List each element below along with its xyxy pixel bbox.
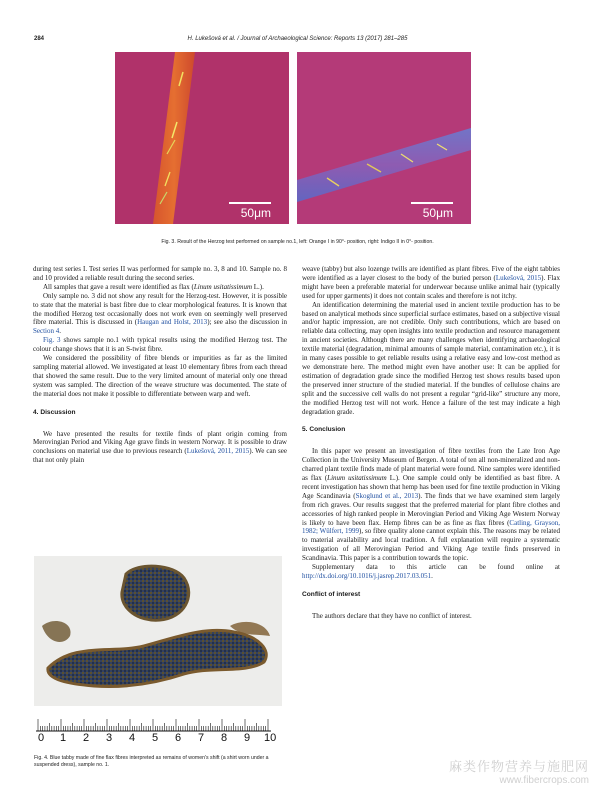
- scale-bar: [229, 202, 271, 204]
- section-heading: 4. Discussion: [33, 408, 76, 416]
- paragraph: Fig. 3 shows sample no.1 with typical results using the modified Herzog test. The colour change shows that it is an S-twist fibre.: [33, 336, 287, 354]
- section-link[interactable]: Section 4: [33, 327, 60, 336]
- paragraph: weave (tabby) but also lozenge twills are identified as plant fibres. Five of the eight tabbies were identified as a layer closest to the body of the buried person (Lukešová, 2015). Flax might have been a preferable material for underwear because unlike animal hair (typically used for upper garments) it does not contain scales and therefore is not itchy.: [302, 265, 560, 300]
- paragraph: We considered the possibility of fibre blends or impurities as far as the limited sampling material allowed. We investigated at least 10 elementary fibres from each thread that showed the same result. Due to the very limited amount of material only one thread system was sampled. The direction of the weave structure was documented. The state of the material does not make it possible to differentiate between warp and weft.: [33, 354, 287, 398]
- ruler: [36, 716, 276, 732]
- ruler-number: 2: [83, 732, 90, 744]
- citation-link[interactable]: Haugan and Holst, 2013: [137, 318, 208, 327]
- micrograph-right: [297, 52, 471, 224]
- watermark-text: 麻类作物营养与施肥网: [448, 759, 589, 774]
- doi-link[interactable]: http://dx.doi.org/10.1016/j.jasrep.2017.03.051: [302, 572, 432, 580]
- ruler-number: 4: [129, 732, 136, 744]
- ruler-number: 10: [264, 732, 277, 744]
- watermark: [449, 756, 589, 786]
- textile-photo: [34, 556, 282, 706]
- ruler-number: 1: [60, 732, 67, 744]
- figure-4-caption: Fig. 4. Blue tabby made of fine flax fibres interpreted as remains of women's shift (a shirt worn under a suspended dress), sample no. 1.: [34, 755, 269, 768]
- section-heading: 5. Conclusion: [302, 426, 346, 434]
- scale-bar: [411, 202, 453, 204]
- scale-label: 50μm: [240, 206, 271, 220]
- section-heading: Conflict of interest: [302, 590, 361, 598]
- right-column: [302, 265, 560, 621]
- paragraph: Supplementary data to this article can be found online at http://dx.doi.org/10.1016/j.jasrep.2017.03.051.: [302, 563, 560, 580]
- watermark-url: www.fibercrops.com: [499, 775, 589, 786]
- paragraph: In this paper we present an investigation of fibre textiles from the Late Iron Age Collection in the University Museum of Bergen. A total of ten all non-mineralized and non-charred plant textile finds made of plant material were found. Nine samples were identified as flax (Linum usitatissimum L.). One sample could only be identified as bast fibre. A recent investigation has shown that hemp has been used for fine textile production in Viking Age Scandinavia (Skoglund et al., 2013). The finds that we have examined stem largely from rich graves. Our results suggest that the preferred material for plant fibre clothes and accessories of high ranked people in Merovingian Period and Viking Age Western Norway is likely to have been flax. Hemp fibres can be as fine as flax fibres (Catling, Grayson, 1982; Wülfert, 1999), so fibre quality alone cannot explain this. The reasons may be related to material availability and local tradition. A full explanation will require a systematic investigation of all Merovingian Period and Viking Age textile finds preserved in Scandinavia. This paper is a contribution towards the topic.: [302, 447, 561, 563]
- citation-link[interactable]: Skoglund et al., 2013: [355, 491, 419, 500]
- ruler-number: 6: [175, 732, 182, 744]
- paragraph: An identification determining the material used in ancient textile production has to be based on analytical methods since superficial surface estimates, based on a subjective visual and/or haptic impression, are not credible. Only such contributions, which are based on reliable data collecting, may open insights into textile production and resource management in ancient societies. Although there are many challenges when identifying archaeological textile material (degradation, minimal amounts of sample material, contamination etc.), it is in many cases possible to get reliable results using a relative easy and low-cost method as we demonstrate here. The method might even have another use: It can be applied for estimation of degradation grade since the modified Herzog test shows results based upon the preserved inner structure of the studied material. If the bundles of cellulose chains are split and the successive cell walls do not present a regular “grid-like” structure any more, the modified Herzog test will not work. Hence a failure of the test may indicate a high degradation grade.: [302, 300, 560, 416]
- ruler-number: 3: [106, 732, 113, 744]
- paragraph: Only sample no. 3 did not show any result for the Herzog-test. However, it is possible to state that the material is bast fibre due to clear morphological features. It is known that the modified Herzog test occasionally does not work even on seemingly well preserved fibre material. This is discussed in (Haugan and Holst, 2013); see also the discussion in Section 4.: [33, 291, 288, 336]
- ruler-labels: [38, 732, 278, 744]
- micrograph-left: [115, 52, 289, 224]
- paragraph: All samples that gave a result were identified as flax (Linum usitatissimum L.).: [43, 282, 264, 291]
- left-column: [33, 265, 287, 465]
- paragraph: We have presented the results for textile finds of plant origin coming from Merovingian Period and Viking Age grave finds in western Norway. It is possible to draw conclusions on material use due to previous research (Lukešová, 2011, 2015). We can see that not only plain: [33, 429, 287, 465]
- scale-label: 50μm: [422, 206, 453, 220]
- paragraph: during test series I. Test series II was performed for sample no. 3, 8 and 10. Sample no. 8 and 10 provided a reliable result during the second series.: [33, 265, 287, 282]
- figure-link[interactable]: Fig. 3: [43, 336, 61, 345]
- ruler-number: 7: [198, 732, 205, 744]
- ruler-number: 0: [38, 732, 45, 744]
- ruler-number: 9: [244, 732, 251, 744]
- figure-3-caption: Fig. 3. Result of the Herzog test performed on sample no.1, left: Orange I in 90°- position, right: Indigo II in 0°- position.: [161, 239, 434, 245]
- running-header: [34, 36, 561, 46]
- citation-link[interactable]: Lukešová, 2011, 2015: [186, 447, 250, 456]
- journal-citation: H. Lukešová et al. / Journal of Archaeological Science: Reports 13 (2017) 281–285: [187, 36, 408, 42]
- ruler-number: 8: [221, 732, 228, 744]
- paragraph: The authors declare that they have no conflict of interest.: [312, 611, 472, 620]
- ruler-number: 5: [152, 732, 159, 744]
- page-number: 284: [34, 36, 45, 42]
- citation-link[interactable]: Lukešová, 2015: [495, 273, 542, 282]
- citation-link[interactable]: Catling, Grayson, 1982; Wülfert, 1999: [302, 518, 560, 536]
